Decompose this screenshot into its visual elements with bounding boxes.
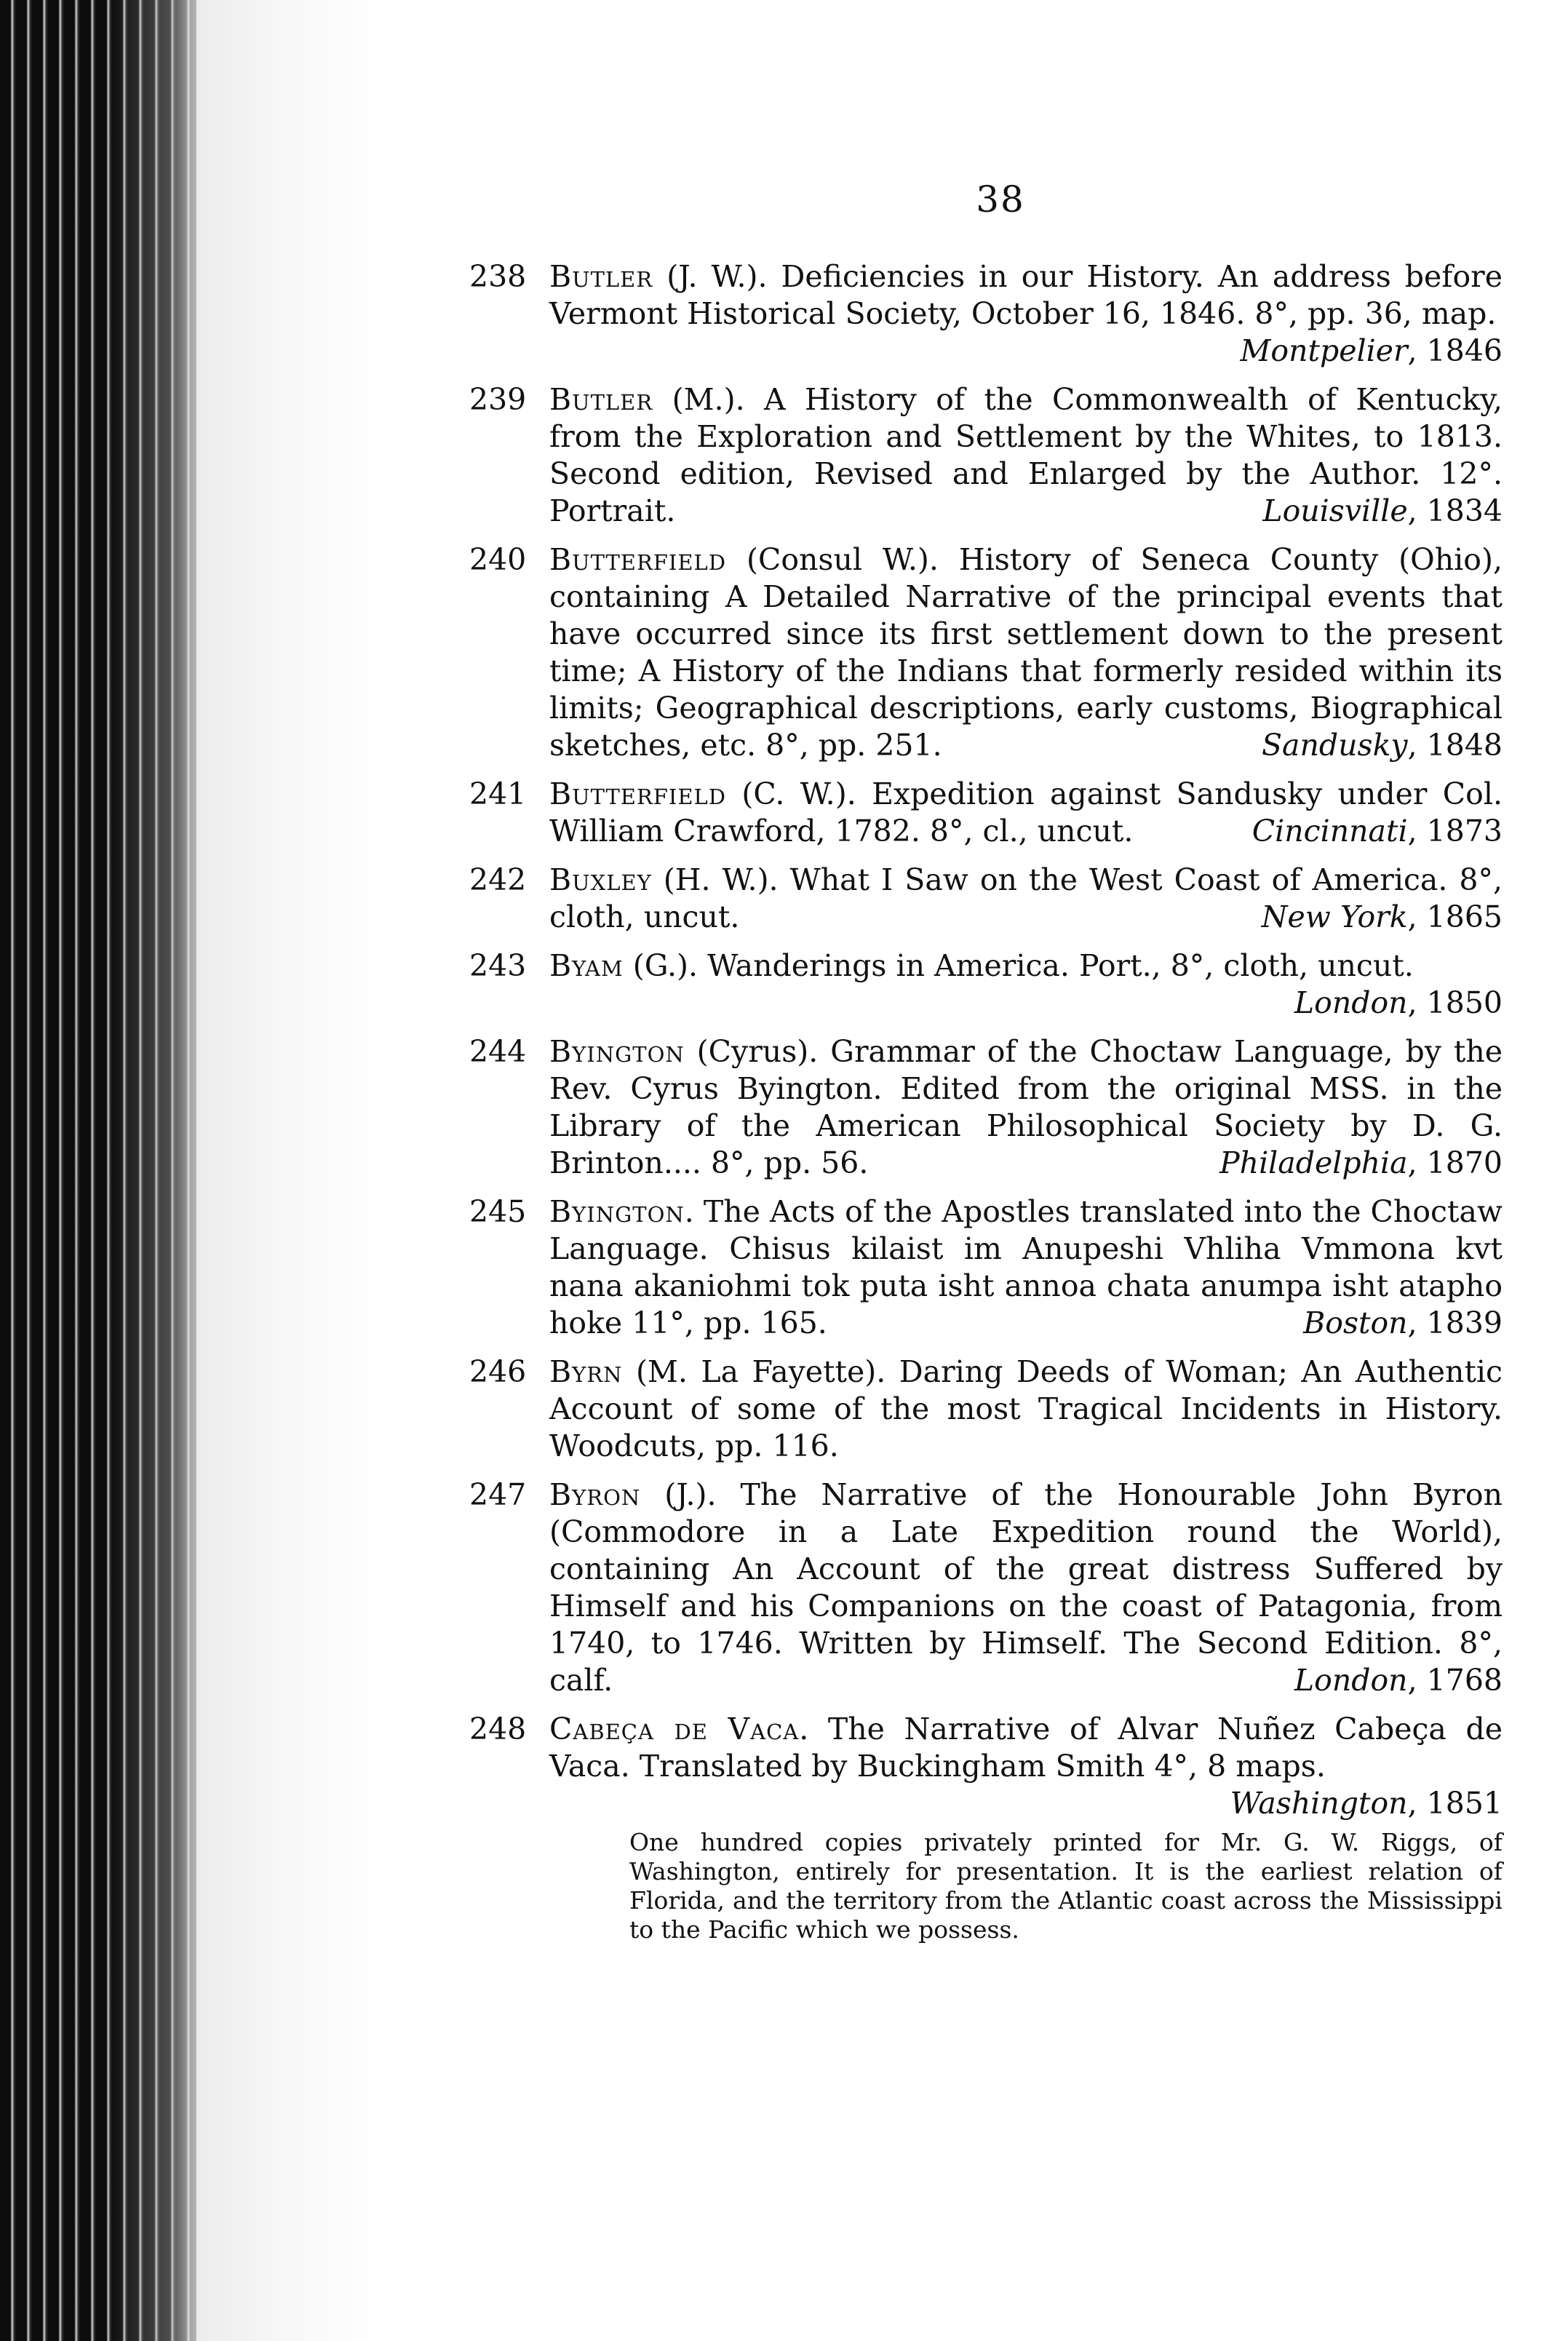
entry-description: (G.). Wanderings in America. Port., 8°, cloth, uncut. (623, 948, 1414, 983)
entry-author: Butterfield (549, 776, 727, 811)
entry-number: 244 (469, 1034, 527, 1069)
entry-number: 241 (469, 776, 527, 811)
bibliography-entry (469, 1033, 1503, 1182)
entry-author: Byron (549, 1477, 641, 1512)
entry-imprint (1216, 1785, 1503, 1822)
entry-year: , 1848 (1407, 728, 1503, 763)
bibliography-entry (469, 1354, 1503, 1465)
entry-number: 245 (469, 1194, 527, 1229)
entry-place: Montpelier (1240, 333, 1408, 368)
entry-author: Cabeça de Vaca (549, 1712, 800, 1746)
entry-description: . The Narrative of Alvar Nuñez Cabeça de Vaca. Translated by Buckingham Smith 4°, 8 maps. (549, 1712, 1503, 1784)
entry-description: (C. W.). Expedition against Sandusky under Col. William Crawford, 1782. 8°, cl., uncut. (549, 776, 1503, 848)
entry-author: Byington (549, 1034, 685, 1069)
entry-place: New York (1261, 899, 1408, 934)
entry-place: London (1294, 1663, 1408, 1698)
entry-year: , 1870 (1407, 1145, 1503, 1180)
bibliography-entry (469, 776, 1503, 850)
entry-imprint (1238, 813, 1503, 850)
entry-year: , 1850 (1407, 985, 1503, 1020)
entry-year: , 1851 (1407, 1786, 1503, 1821)
entry-place: London (1294, 985, 1408, 1020)
page-gutter-shadow (109, 0, 211, 2341)
entry-number: 246 (469, 1354, 527, 1389)
entry-year: , 1768 (1407, 1663, 1503, 1698)
bibliography-entry (469, 1476, 1503, 1699)
bibliography-entry (469, 1711, 1503, 1944)
entry-place: Cincinnati (1251, 814, 1408, 848)
entry-imprint (1205, 1145, 1503, 1182)
entry-number: 248 (469, 1712, 527, 1746)
entry-number: 239 (469, 382, 527, 417)
entry-description: (J. W.). Deficiencies in our History. An address before Vermont Historical Society, October 16, 1846. 8°, pp. 36, map. (549, 259, 1503, 331)
entry-imprint (1247, 899, 1503, 936)
bibliography-entry (469, 381, 1503, 530)
entry-number: 238 (469, 259, 527, 294)
bibliography-entry (469, 541, 1503, 764)
entry-place: Washington (1230, 1786, 1408, 1821)
entry-imprint (1247, 727, 1503, 764)
bibliography-entry (469, 258, 1503, 370)
entry-place: Boston (1303, 1305, 1408, 1340)
entry-description: (Cyrus). Grammar of the Choctaw Language, by the Rev. Cyrus Byington. Edited from the original MSS. in the Library of the American Philosophical Society by D. G. Brinton.... 8°, pp. 56. (549, 1034, 1503, 1180)
entry-year: , 1846 (1407, 333, 1503, 368)
entry-number: 243 (469, 948, 527, 983)
entry-author: Butler (549, 259, 653, 294)
entry-imprint (1289, 1305, 1503, 1342)
entry-place: Louisville (1262, 493, 1408, 528)
bibliography-entry (469, 1193, 1503, 1342)
entry-place: Sandusky (1261, 728, 1408, 763)
entry-author: Byam (549, 948, 624, 983)
entry-author: Buxley (549, 862, 652, 897)
entry-author: Byington (549, 1194, 685, 1229)
entry-imprint (1248, 493, 1503, 530)
entry-author: Butterfield (549, 542, 727, 577)
entry-number: 242 (469, 862, 527, 897)
entry-author: Byrn (549, 1354, 623, 1389)
entry-year: , 1834 (1407, 493, 1503, 528)
entry-year: , 1839 (1407, 1305, 1503, 1340)
entry-description: (J.). The Narrative of the Honourable John Byron (Commodore in a Late Expedition round the World), containing An Account of the great distress Suffered by Himself and his Companions on the coast of Patagonia, from 1740, to 1746. Written by Himself. The Second Edition. 8°, calf. (549, 1477, 1503, 1698)
entry-description: (Consul W.). History of Seneca County (Ohio), containing A Detailed Narrative of the principal events that have occurred since its first settlement down to the present time; A History of the Indians that formerly resided within its limits; Geographical descriptions, early customs, Biographical sketches, etc. 8°, pp. 251. (549, 542, 1503, 763)
entry-year: , 1873 (1407, 814, 1503, 848)
entry-place: Philadelphia (1219, 1145, 1408, 1180)
entry-note: One hundred copies privately printed for Mr. G. W. Riggs, of Washington, entirely for presentation. It is the earliest relation of Florida, and the territory from the Atlantic coast across the Mississippi to the Pacific which we possess. (629, 1828, 1503, 1944)
entry-imprint (1225, 333, 1503, 370)
bibliography-list (469, 258, 1503, 1956)
bibliography-entry (469, 862, 1503, 936)
entry-description: (M.). A History of the Commonwealth of Kentucky, from the Exploration and Settlement by the Whites, to 1813. Second edition, Revised and Enlarged by the Author. 12°. Portrait. (549, 382, 1503, 528)
entry-description: . The Acts of the Apostles translated into the Choctaw Language. Chisus kilaist im Anupeshi Vhliha Vmmona kvt nana akaniohmi tok puta isht annoa chata anumpa isht atapho hoke 11°, pp. 165. (549, 1194, 1503, 1340)
entry-number: 240 (469, 542, 527, 577)
bibliography-entry (469, 947, 1503, 1022)
entry-description: (M. La Fayette). Daring Deeds of Woman; An Authentic Account of some of the most Tragical Incidents in History. Woodcuts, pp. 116. (549, 1354, 1503, 1463)
page-number: 38 (976, 178, 1025, 220)
entry-description: (H. W.). What I Saw on the West Coast of America. 8°, cloth, uncut. (549, 862, 1503, 934)
entry-year: , 1865 (1407, 899, 1503, 934)
entry-number: 247 (469, 1477, 527, 1512)
entry-imprint (1280, 985, 1503, 1022)
entry-imprint (1280, 1662, 1503, 1699)
entry-author: Butler (549, 382, 653, 417)
